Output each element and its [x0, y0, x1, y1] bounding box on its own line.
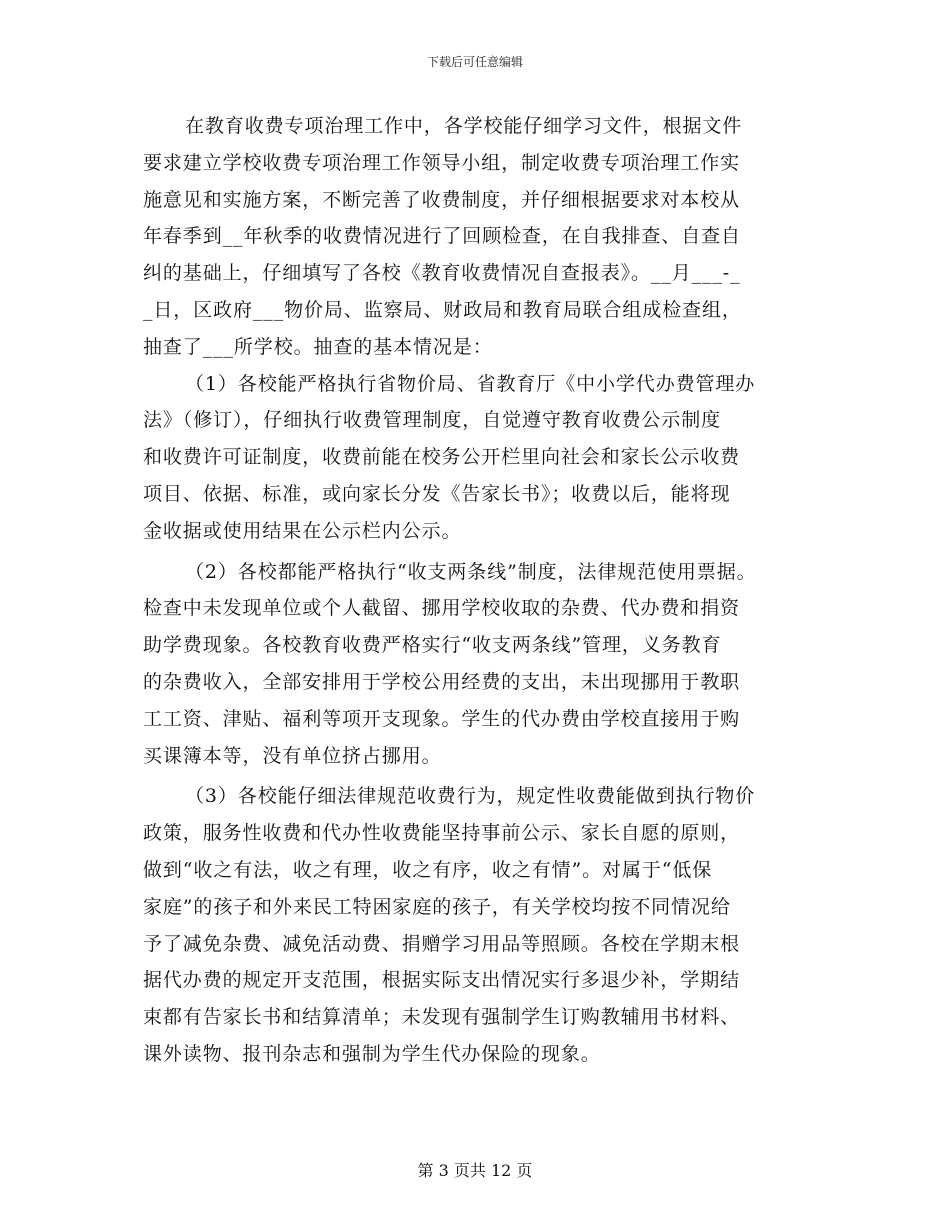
text-line: 纠的基础上，仔细填写了各校《教育收费情况自查报表》。__月___-_: [143, 262, 741, 285]
paragraph-item-1: [143, 366, 815, 550]
text-line: 的杂费收入，全部安排用于学校公用经费的支出，未出现挪用于教职: [143, 670, 741, 693]
paragraph-intro: [143, 108, 815, 366]
text-line: 束都有告家长书和结算清单；未发现有强制学生订购教辅用书材料、: [143, 1006, 741, 1029]
text-line: 在教育收费专项治理工作中，各学校能仔细学习文件，根据文件: [185, 115, 743, 137]
text-line: 项目、依据、标准，或向家长分发《告家长书》；收费以后，能将现: [143, 482, 731, 505]
text-line: 年春季到__年秋季的收费情况进行了回顾检查，在自我排查、自查自: [143, 225, 741, 248]
document-body: [143, 108, 815, 1073]
text-line: 检查中未发现单位或个人截留、挪用学校收取的杂费、代办费和捐资: [143, 597, 741, 620]
page-number: 第 3 页共 12 页: [417, 1161, 533, 1180]
text-line: _日，区政府___物价局、监察局、财政局和教育局联合组成检查组，: [143, 298, 742, 321]
header-note: 下载后可任意编辑: [426, 55, 523, 69]
text-line: 做到“收之有法，收之有理，收之有序，收之有情”。对属于“低保: [143, 858, 713, 881]
text-line: 金收据或使用结果在公示栏内公示。: [143, 519, 462, 542]
text-line: 助学费现象。各校教育收费严格实行“收支两条线”管理，义务教育: [143, 634, 722, 657]
text-line: 工工资、津贴、福利等项开支现象。学生的代办费由学校直接用于购: [143, 707, 741, 730]
text-line: 予了减免杂费、减免活动费、捐赠学习用品等照顾。各校在学期末根: [143, 932, 741, 955]
paragraph-item-3: [143, 778, 815, 1072]
text-line: 和收费许可证制度，收费前能在校务公开栏里向社会和家长公示收费: [143, 446, 741, 469]
paragraph-item-2: [143, 554, 815, 775]
text-line: 施意见和实施方案，不断完善了收费制度，并仔细根据要求对本校从: [143, 188, 741, 211]
text-line: 抽查了___所学校。抽查的基本情况是：: [143, 335, 493, 358]
text-line: 据代办费的规定开支范围，根据实际支出情况实行多退少补，学期结: [143, 969, 741, 992]
text-line: （3）各校能仔细法律规范收费行为，规定性收费能做到执行物价: [185, 785, 756, 808]
text-line: 法》（修订），仔细执行收费管理制度，自觉遵守教育收费公示制度: [143, 409, 722, 432]
text-line: （1）各校能严格执行省物价局、省教育厅《中小学代办费管理办: [185, 372, 756, 395]
text-line: 政策，服务性收费和代办性收费能坚持事前公示、家长自愿的原则，: [143, 822, 741, 845]
text-line: 家庭”的孩子和外来民工特困家庭的孩子，有关学校均按不同情况给: [143, 895, 731, 918]
text-line: 买课簿本等，没有单位挤占挪用。: [143, 744, 442, 767]
text-line: 课外读物、报刊杂志和强制为学生代办保险的现象。: [143, 1042, 601, 1065]
text-line: （2）各校都能严格执行“收支两条线”制度，法律规范使用票据。: [185, 560, 757, 583]
text-line: 要求建立学校收费专项治理工作领导小组，制定收费专项治理工作实: [143, 151, 741, 174]
